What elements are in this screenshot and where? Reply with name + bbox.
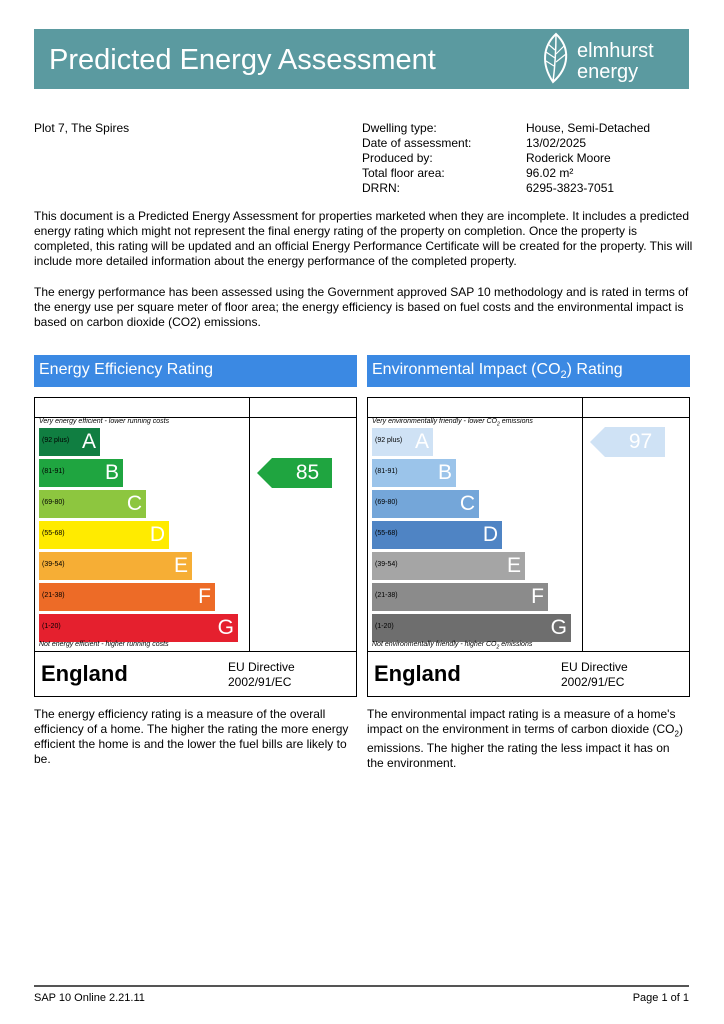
band-letter: C: [126, 492, 142, 515]
band-range: (92 plus): [42, 437, 70, 444]
env-title-sub: 2: [560, 369, 567, 382]
eu-directive-line2: 2002/91/EC: [228, 675, 292, 689]
band-range: (1-20): [42, 623, 61, 630]
env-bottom-caption-sub: 2: [496, 644, 500, 651]
band-range: (69-80): [375, 499, 398, 506]
band-range: (81-91): [42, 468, 65, 475]
divider: [249, 398, 250, 651]
env-top-caption-text: Very environmentally friendly - lower CO: [372, 418, 498, 425]
rating-band-a: [372, 428, 433, 456]
efficiency-chart: [34, 397, 357, 697]
rating-band-f: [39, 583, 215, 611]
rating-band-g: [39, 614, 238, 642]
leaf-icon: [539, 32, 573, 86]
env-title-text-end: ) Rating: [566, 361, 623, 378]
eu-directive-line1: EU Directive: [228, 660, 295, 674]
info-values: [526, 121, 650, 196]
env-title-text: Environmental Impact (CO: [372, 361, 561, 378]
value-total-floor-area: 96.02 m²: [526, 166, 574, 180]
rating-band-b: [372, 459, 456, 487]
efficiency-panel-title: Energy Efficiency Rating: [34, 355, 357, 387]
env-bottom-caption-text-end: emissions: [499, 641, 533, 648]
logo-text-elmhurst: elmhurst: [577, 40, 654, 62]
env-eu-directive-line2: 2002/91/EC: [561, 675, 625, 689]
band-letter: E: [173, 554, 188, 577]
label-drrn: DRRN:: [362, 181, 400, 195]
current-rating-arrow: [257, 458, 332, 488]
band-letter: A: [414, 430, 429, 453]
label-dwelling-type: Dwelling type:: [362, 121, 437, 135]
env-top-caption-sub: 2: [497, 421, 500, 428]
page-title: Predicted Energy Assessment: [49, 44, 436, 76]
env-desc-text-end: ) emissions. The higher the rating the less impact it has on the environment.: [367, 722, 683, 771]
label-total-floor-area: Total floor area:: [362, 166, 445, 180]
current-rating-value: 85: [295, 461, 320, 484]
eu-directive: [228, 660, 295, 690]
rating-band-e: [39, 552, 192, 580]
band-range: (55-68): [42, 530, 65, 537]
divider: [35, 651, 356, 652]
label-produced-by: Produced by:: [362, 151, 433, 165]
value-dwelling-type: House, Semi-Detached: [526, 121, 651, 135]
band-letter: E: [506, 554, 521, 577]
label-date-of-assessment: Date of assessment:: [362, 136, 472, 150]
band-range: (39-54): [375, 561, 398, 568]
divider: [368, 651, 689, 652]
band-range: (55-68): [375, 530, 398, 537]
band-letter: D: [149, 523, 165, 546]
value-date-of-assessment: 13/02/2025: [526, 136, 587, 150]
env-eu-directive: [561, 660, 628, 690]
value-drrn: 6295-3823-7051: [526, 181, 615, 195]
rating-band-c: [372, 490, 479, 518]
band-range: (39-54): [42, 561, 65, 568]
intro-paragraph-2: The energy performance has been assessed using the Government approved SAP 10 methodology and is rated in terms of the energy use per square meter of floor area; the energy efficiency is based on fuel costs and the environmental impact is based on carbon dioxide (CO2) emissions.: [34, 285, 689, 329]
environmental-top-caption: [372, 418, 533, 427]
band-range: (69-80): [42, 499, 65, 506]
efficiency-description: The energy efficiency rating is a measure of the overall efficiency of a home. The higher the rating the more energy efficient the home is and the lower the fuel bills are likely to be.: [34, 707, 349, 766]
band-letter: G: [217, 616, 234, 639]
band-letter: B: [437, 461, 452, 484]
footer-page-number: Page 1 of 1: [632, 992, 689, 1004]
env-eu-directive-line1: EU Directive: [561, 660, 628, 674]
footer-software-version: SAP 10 Online 2.21.11: [34, 992, 145, 1004]
rating-band-c: [39, 490, 146, 518]
rating-band-a: [39, 428, 100, 456]
env-country-label: England: [374, 661, 461, 686]
band-range: (92 plus): [375, 437, 403, 444]
intro-paragraph-1: This document is a Predicted Energy Assessment for properties marketed when they are incomplete. It includes a predicted energy rating which might not represent the final energy rating of the property on completion. Once the property is completed, this rating will be updated and an official Energy Performance Certificate will be created for the property. This will include more detailed information about the energy performance of the completed property.: [34, 209, 693, 268]
band-range: (21-38): [42, 592, 65, 599]
band-letter: D: [482, 523, 498, 546]
environmental-description: [367, 707, 687, 771]
environmental-bottom-caption: [372, 641, 532, 650]
country-label: England: [41, 661, 128, 686]
header-banner: [34, 29, 689, 89]
value-produced-by: Roderick Moore: [526, 151, 611, 165]
rating-band-d: [372, 521, 502, 549]
env-bottom-caption-text: Not environmentally friendly - higher CO: [372, 641, 497, 648]
footer-divider: [34, 985, 689, 987]
current-env-rating-value: 97: [628, 430, 653, 453]
rating-band-e: [372, 552, 525, 580]
efficiency-bottom-caption: Not energy efficient - higher running costs: [39, 641, 169, 648]
logo-text-energy: energy: [577, 61, 639, 83]
band-letter: B: [104, 461, 119, 484]
rating-band-f: [372, 583, 548, 611]
env-desc-text: The environmental impact rating is a measure of a home's impact on the environment in terms of carbon dioxide (CO: [367, 707, 676, 736]
band-letter: A: [81, 430, 96, 453]
rating-band-d: [39, 521, 169, 549]
band-letter: F: [531, 585, 544, 608]
band-range: (21-38): [375, 592, 398, 599]
rating-band-g: [372, 614, 571, 642]
band-letter: F: [198, 585, 211, 608]
band-letter: G: [550, 616, 567, 639]
band-range: (1-20): [375, 623, 394, 630]
property-address: Plot 7, The Spires: [34, 121, 130, 135]
environmental-chart: [367, 397, 690, 697]
efficiency-top-caption: Very energy efficient - lower running costs: [39, 418, 170, 425]
env-top-caption-text-end: emissions: [499, 418, 533, 425]
elmhurst-logo: [539, 32, 679, 86]
rating-band-b: [39, 459, 123, 487]
divider: [582, 398, 583, 651]
env-desc-sub: 2: [674, 729, 679, 739]
environmental-panel-title: [367, 355, 690, 387]
band-range: (81-91): [375, 468, 398, 475]
current-env-rating-arrow: [590, 427, 665, 457]
band-letter: C: [459, 492, 475, 515]
info-labels: [362, 121, 471, 196]
